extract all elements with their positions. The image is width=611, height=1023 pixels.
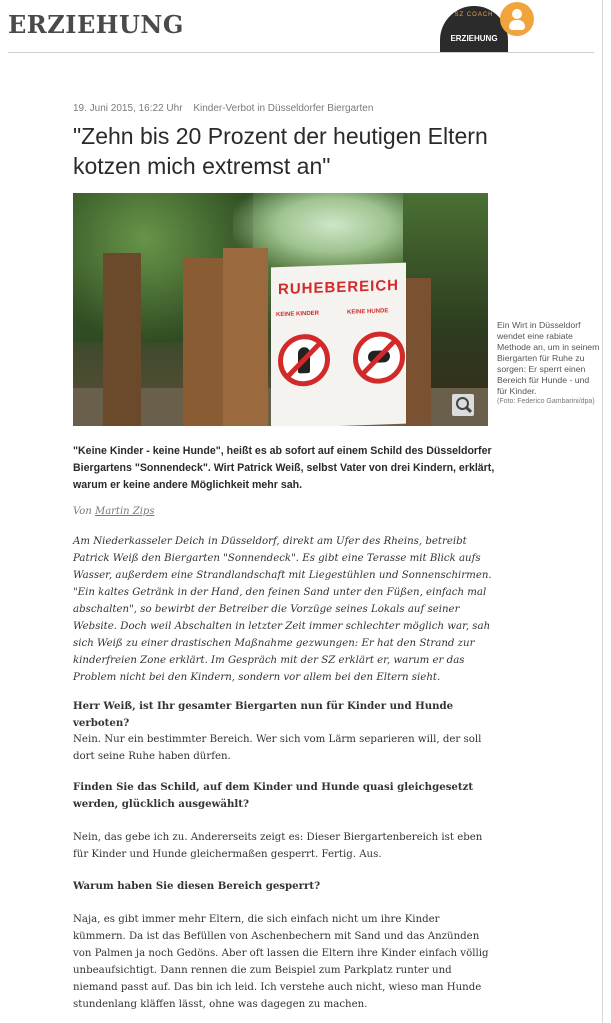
byline bbox=[73, 506, 154, 517]
article-meta bbox=[73, 103, 373, 114]
ruhebereich-sign bbox=[271, 263, 406, 426]
article-kicker: Kinder-Verbot in Düsseldorfer Biergarten bbox=[193, 103, 374, 114]
article-headline: "Zehn bis 20 Prozent der heutigen Eltern kotzen mich extremst an" bbox=[73, 123, 488, 179]
photo-wooden-post bbox=[183, 258, 223, 426]
author-link[interactable]: Martin Zips bbox=[94, 506, 155, 517]
interview-answer: Nein, das gebe ich zu. Andererseits zeigt es: Dieser Biergartenbereich ist eben für Kinder und Hunde gleichermaßen gesperrt. Fertig. Aus. bbox=[73, 832, 483, 860]
no-dogs-icon bbox=[353, 331, 405, 385]
photo-wooden-post bbox=[223, 248, 268, 426]
sign-title: RUHEBEREICH bbox=[277, 276, 399, 299]
sz-coach-badge[interactable] bbox=[440, 6, 508, 52]
section-title[interactable]: ERZIEHUNG bbox=[8, 10, 184, 39]
photo-wooden-post bbox=[103, 253, 141, 426]
article-photo[interactable] bbox=[73, 193, 488, 426]
byline-prefix: Von bbox=[73, 506, 92, 517]
photo-wooden-post bbox=[403, 278, 431, 426]
header-divider bbox=[8, 52, 594, 53]
article-teaser: "Keine Kinder - keine Hunde", heißt es ab sofort auf einem Schild des Düsseldorfer Biergartens "Sonnendeck". Wirt Patrick Weiß, selbst Vater von drei Kindern, erklärt, warum er keine andere Möglichkeit mehr sah. bbox=[73, 445, 495, 491]
article-intro: Am Niederkasseler Deich in Düsseldorf, direkt am Ufer des Rheins, betreibt Patrick Weiß den Biergarten "Sonnendeck". Es gibt eine Terasse mit Blick aufs Wasser, außerdem eine Strandlandschaft mit Liegestühlen und Sonnenschirmen. "Ein kaltes Getränk in der Hand, den feinen Sand unter den Füßen, einfach mal abschalten", so bewirbt der Betreiber die Vorzüge seines Lokals auf seiner Website. Doch weil Abschalten in letzter Zeit immer schlechter möglich war, sah sich Weiß zu einer drastischen Maßnahme gezwungen: Er hat den Strand zur kinderfreien Zone erklärt. Im Gespräch mit der SZ erklärt er, warum er das Problem nicht bei den Kindern, sondern vor allem bei den Eltern sieht. bbox=[73, 536, 492, 683]
section-header bbox=[0, 0, 611, 54]
child-icon bbox=[500, 2, 534, 36]
badge-arc-text: SZ COACH bbox=[454, 12, 494, 18]
interview-question: Herr Weiß, ist Ihr gesamter Biergarten nun für Kinder und Hunde verboten? bbox=[73, 700, 454, 729]
sign-no-dogs-text: KEINE HUNDE bbox=[347, 308, 389, 316]
page-edge-divider bbox=[602, 0, 603, 1023]
publish-date: 19. Juni 2015, 16:22 Uhr bbox=[73, 103, 183, 114]
interview-question: Finden Sie das Schild, auf dem Kinder und Hunde quasi gleichgesetzt werden, glücklich ausgewählt? bbox=[73, 781, 474, 810]
interview-question: Warum haben Sie diesen Bereich gesperrt? bbox=[73, 880, 321, 892]
interview-answer: Nein. Nur ein bestimmter Bereich. Wer sich vom Lärm separieren will, der soll dort seine Ruhe haben dürfen. bbox=[73, 734, 482, 762]
photo-credit: (Foto: Federico Gambarini/dpa) bbox=[497, 398, 595, 405]
interview-answer: Naja, es gibt immer mehr Eltern, die sich einfach nicht um ihre Kinder kümmern. Da ist das Befüllen von Aschenbechern mit Sand und das Anzünden von Palmen ja noch Gedöns. Aber oft lassen die Eltern ihre Kinder einfach völlig unbeaufsichtigt. Dann rennen die zum Beispiel zum Parkplatz runter und niemand passt auf. Das bin ich leid. Ich verstehe auch nicht, wieso man Hunde stundenlang kläffen lässt, ohne was dagegen zu machen. bbox=[73, 914, 489, 1010]
no-children-icon bbox=[278, 333, 330, 387]
zoom-image-button[interactable] bbox=[452, 394, 474, 416]
image-caption bbox=[497, 320, 601, 407]
caption-text: Ein Wirt in Düsseldorf wendet eine rabiate Methode an, um in seinem Biergarten für Ruhe zu sorgen: Er sperrt einen Bereich für Hunde - und für Kinder. bbox=[497, 320, 600, 396]
sign-no-children-text: KEINE KINDER bbox=[276, 310, 320, 319]
badge-label: ERZIEHUNG bbox=[450, 34, 498, 43]
